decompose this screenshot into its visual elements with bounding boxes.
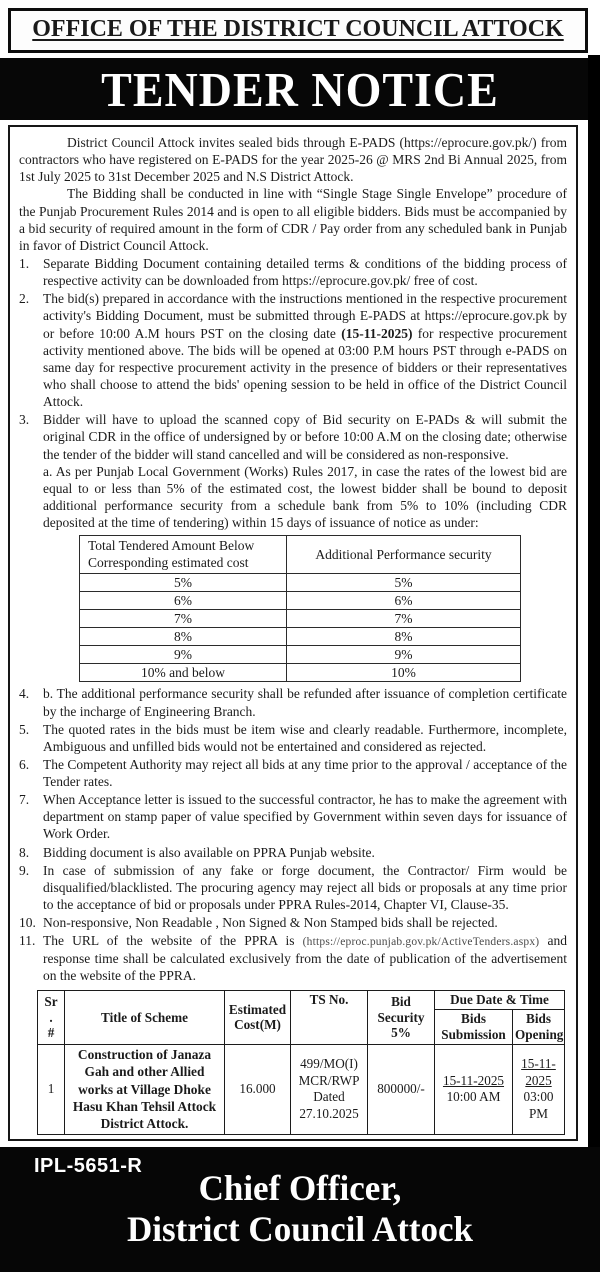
- notice-item-8: [19, 844, 567, 861]
- intro-paragraph-1: District Council Attock invites sealed bids through E-PADS (https://eprocure.gov.pk/) from contractors who have registered on E-PADS for the year 2025-26 @ MRS 2nd Bi Annual 2025, from 1st July 2025 to 31st December 2025 and N.S District Attock.: [19, 135, 567, 185]
- notice-item-11: [19, 932, 567, 984]
- item-text: Bidding document is also available on PPRA Punjab website.: [43, 844, 375, 860]
- ppra-url: (https://eproc.punjab.gov.pk/ActiveTenders.aspx): [302, 936, 540, 949]
- perf-amount-cell: 7%: [80, 609, 287, 627]
- item-number: 8.: [19, 844, 30, 860]
- perf-row: [80, 664, 521, 682]
- item-text: Non-responsive, Non Readable , Non Signed & Non Stamped bids shall be rejected.: [43, 915, 498, 931]
- perf-row: [80, 627, 521, 645]
- notice-item-5: [19, 721, 567, 755]
- item-text: Separate Bidding Document containing detailed terms & conditions of the bidding process of respective activity can be downloaded from https://eprocure.gov.pk/ free of cost.: [43, 255, 567, 289]
- item-text: The Competent Authority may reject all bids at any time prior to the approval / acceptance of the Tender rates.: [43, 756, 567, 790]
- title-header: Title of Scheme: [65, 991, 225, 1045]
- sr-cell: 1: [38, 1044, 65, 1134]
- perf-row: [80, 609, 521, 627]
- item-text-post: and response time shall be calculated exclusively from the date of publication of the advertisement on the website of the PPRA.: [43, 933, 567, 984]
- bid-security-cell: 800000/-: [368, 1044, 435, 1134]
- bids-opening-cell: [513, 1044, 565, 1134]
- perf-security-cell: 5%: [287, 573, 521, 591]
- notice-item-7: [19, 791, 567, 842]
- item-text: When Acceptance letter is issued to the successful contractor, he has to make the agreement with department on stamp paper of value specified by Government within seven days for issuance of Work Order.: [43, 792, 567, 842]
- office-title: OFFICE OF THE DISTRICT COUNCIL ATTOCK: [32, 16, 564, 42]
- item-number: 10.: [19, 915, 36, 931]
- perf-amount-cell: 9%: [80, 646, 287, 664]
- schemes-header-row: [38, 991, 565, 1010]
- ts-header: TS No.: [291, 991, 368, 1045]
- bids-submission-cell: [435, 1044, 513, 1134]
- item-text-main: Bidder will have to upload the scanned copy of Bid security on E-PADs & will submit the original CDR in the office of undersigned by or before 10:00 A.M on the closing date; otherwise the tender of the bidder will stand cancelled and will be considered as non-responsive.: [43, 412, 567, 462]
- notice-item-9: [19, 862, 567, 913]
- ipl-code: IPL-5651-R: [34, 1154, 143, 1177]
- sr-header: Sr . #: [38, 991, 65, 1045]
- cost-header: Estimated Cost(M): [225, 991, 291, 1045]
- banner-title: TENDER NOTICE: [101, 62, 499, 116]
- submission-date: 15-11-2025: [442, 1072, 505, 1088]
- intro-paragraph-2: The Bidding shall be conducted in line with “Single Stage Single Envelope” procedure of the Punjab Procurement Rules 2014 and is open to all eligible bidders. Bids must be accompanied by a bid security of required amount in the form of CDR / Pay order from any scheduled bank in Punjab in favor of District Council Attock.: [19, 186, 567, 253]
- item-text: [43, 411, 567, 531]
- bids-opening-header: Bids Opening: [513, 1010, 565, 1045]
- notice-item-3: [19, 411, 567, 531]
- signature-line-2: District Council Attock: [126, 1209, 474, 1250]
- tender-notice-banner: [0, 58, 600, 120]
- item-number: 2.: [19, 291, 30, 307]
- item-number: 5.: [19, 721, 30, 737]
- perf-row: [80, 591, 521, 609]
- item-number: 7.: [19, 792, 30, 808]
- scheme-row: [38, 1044, 565, 1134]
- bids-submission-header: Bids Submission: [435, 1010, 513, 1045]
- schemes-table: [37, 990, 565, 1135]
- item-text-post: for respective procurement activity mentioned above. The bids will be opened at 03:00 P.M hours PST through e-PADS on same day for respective procurement activity in the presence of bidders or their representatives who shall choose to attend the bids' opening session to be held in office of the District Council Attock.: [43, 325, 567, 410]
- item-text: [43, 932, 567, 984]
- perf-security-cell: 6%: [287, 591, 521, 609]
- perf-amount-cell: 8%: [80, 627, 287, 645]
- performance-security-table: [79, 535, 521, 682]
- item-sub-a: a. As per Punjab Local Government (Works) Rules 2017, in case the rates of the lowest bid are equal to or less than 5% of the estimated cost, the lowest bidder shall be bound to deposit additional performance security from a schedule bank from 5% to 10% (including CDR deposited at the time of tendering) within 15 days of issuance of notice as under:: [43, 463, 567, 531]
- security-header: Bid Security 5%: [368, 991, 435, 1045]
- item-number: 3.: [19, 412, 30, 428]
- perf-security-cell: 7%: [287, 609, 521, 627]
- item-text: In case of submission of any fake or forge document, the Contractor/ Firm would be disqualified/blacklisted. The procuring agency may reject all bids or proposals at any time prior to the acceptance of bid or proposals under PPRA Rules-2014, Chapter VI, Clause-35.: [43, 862, 567, 913]
- perf-amount-cell: 6%: [80, 591, 287, 609]
- item-number: 1.: [19, 255, 30, 271]
- perf-amount-cell: 10% and below: [80, 664, 287, 682]
- footer-band: [0, 1147, 600, 1272]
- office-title-box: [8, 8, 588, 53]
- perf-security-cell: 10%: [287, 664, 521, 682]
- item-number: 9.: [19, 862, 30, 878]
- estimated-cost-cell: 16.000: [225, 1044, 291, 1134]
- due-date-header: Due Date & Time: [435, 991, 565, 1010]
- notice-body: [8, 125, 578, 1141]
- submission-time: 10:00 AM: [446, 1089, 501, 1105]
- perf-row: [80, 573, 521, 591]
- item-text-pre: The URL of the website of the PPRA is: [43, 933, 303, 949]
- notice-item-4: [19, 685, 567, 719]
- perf-amount-cell: 5%: [80, 573, 287, 591]
- ts-no-cell: 499/MO(I) MCR/RWP Dated 27.10.2025: [291, 1044, 368, 1134]
- perf-header-security: Additional Performance security: [287, 536, 521, 573]
- closing-date: (15-11-2025): [341, 325, 413, 341]
- item-number: 4.: [19, 686, 30, 702]
- notice-item-2: [19, 290, 567, 410]
- notice-item-10: [19, 914, 567, 931]
- perf-header-amount: Total Tendered Amount Below Corresponding estimated cost: [80, 536, 287, 573]
- item-text: The quoted rates in the bids must be item wise and clearly readable. Furthermore, incomplete, Ambiguous and unfilled bids would not be entertained and considered as rejected.: [43, 721, 567, 754]
- item-text: b. The additional performance security shall be refunded after issuance of completion certificate by the incharge of Engineering Branch.: [43, 686, 567, 719]
- notice-item-1: [19, 255, 567, 289]
- perf-security-cell: 8%: [287, 627, 521, 645]
- perf-security-cell: 9%: [287, 646, 521, 664]
- notice-item-6: [19, 756, 567, 790]
- signature-line-1: Chief Officer,: [198, 1168, 402, 1209]
- perf-row: [80, 646, 521, 664]
- item-text-pre: The bid(s) prepared in accordance with the instructions mentioned in the respective procurement activity's Bidding Document, must be submitted through E-PADS at https://eprocure.gov.pk by or before 10:00 A.M hours PST on the closing date: [43, 291, 567, 341]
- item-number: 6.: [19, 756, 30, 772]
- opening-time: 03:00 PM: [523, 1089, 554, 1122]
- item-number: 11.: [19, 933, 36, 949]
- item-text: [43, 290, 567, 410]
- scan-edge-artifact: [588, 55, 600, 1211]
- opening-date: 15-11-2025: [521, 1055, 556, 1088]
- scheme-title-cell: Construction of Janaza Gah and other Allied works at Village Dhoke Hasu Khan Tehsil Attock District Attock.: [65, 1044, 225, 1134]
